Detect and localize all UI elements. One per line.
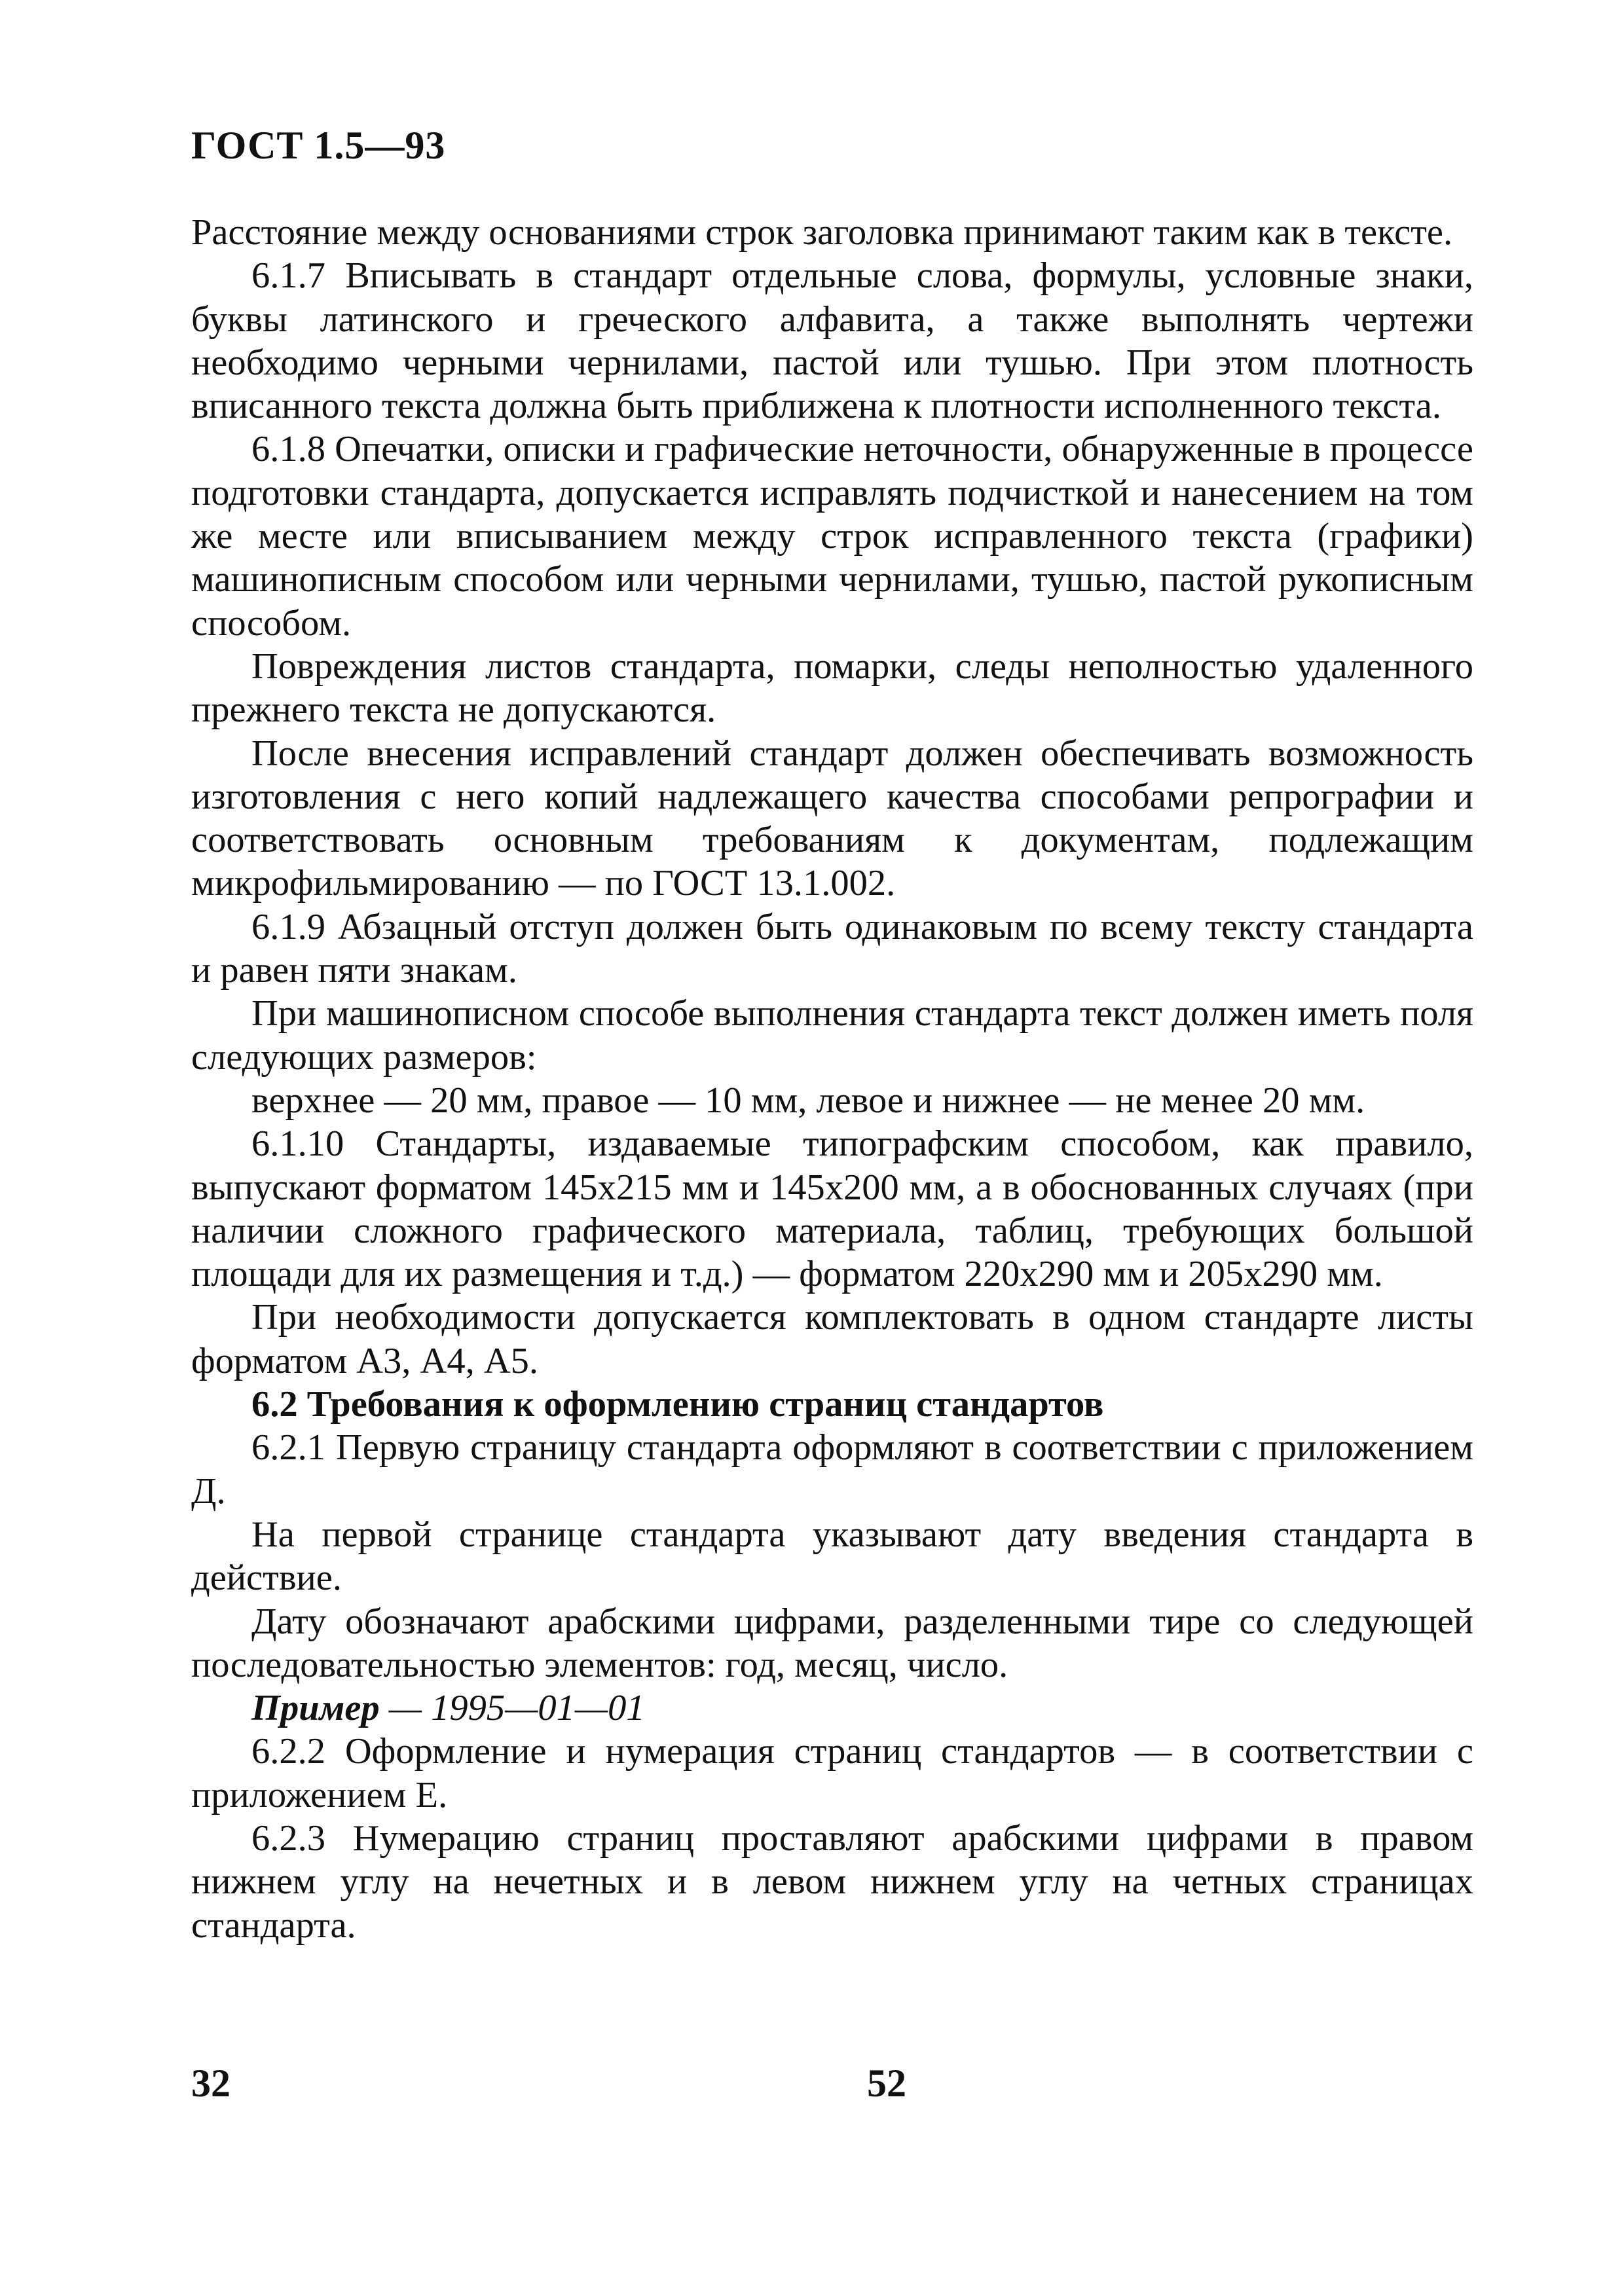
paragraph-date-format: Дату обозначают арабскими цифрами, разделенными тире со следующей последовательностью элементов: год, месяц, число. bbox=[191, 1601, 1473, 1685]
paragraph-6-1-9: 6.1.9 Абзацный отступ должен быть одинаковым по всему тексту стандарта и равен пяти знакам. bbox=[191, 906, 1473, 991]
paragraph-6-2-2: 6.2.2 Оформление и нумерация страниц стандартов — в соответствии с приложением Е. bbox=[191, 1731, 1473, 1815]
paragraph-first-page-date: На первой странице стандарта указывают дату введения стандарта в действие. bbox=[191, 1514, 1473, 1599]
example-label: Пример bbox=[251, 1688, 380, 1729]
paragraph-damage: Повреждения листов стандарта, помарки, следы неполностью удаленного прежнего текста не допускаются. bbox=[191, 646, 1473, 731]
example-value: — 1995—01—01 bbox=[388, 1688, 645, 1729]
paragraph-6-1-7: 6.1.7 Вписывать в стандарт отдельные слова, формулы, условные знаки, буквы латинского и греческого алфавита, а также выполнять чертежи необходимо черными чернилами, пастой или тушью. При этом плотность вписанного текста должна быть приближена к плотности исполненного текста. bbox=[191, 255, 1473, 427]
paragraph-6-1-10: 6.1.10 Стандарты, издаваемые типографским способом, как правило, выпускают форматом 145x215 мм и 145x200 мм, а в обоснованных случаях (при наличии сложного графического материала, таблиц, требующих большой площади для их размещения и т.д.) — форматом 220x290 мм и 205x290 мм. bbox=[191, 1123, 1473, 1295]
paragraph-6-1-8: 6.1.8 Опечатки, описки и графические неточности, обнаруженные в процессе подготовки стандарта, допускается исправлять подчисткой и нанесением на том же месте или вписыванием между строк исправленного текста (графики) машинописным способом или черными чернилами, тушью, пастой рукописным способом. bbox=[191, 429, 1473, 644]
example-line bbox=[191, 1686, 1473, 1730]
paragraph-typewritten: При машинописном способе выполнения стандарта текст должен иметь поля следующих размеров: bbox=[191, 993, 1473, 1078]
section-heading: 6.2 Требования к оформлению страниц стандартов bbox=[251, 1384, 1104, 1425]
page-title: ГОСТ 1.5—93 bbox=[191, 124, 446, 167]
page-number: 32 bbox=[191, 2062, 231, 2105]
paragraph-formats: При необходимости допускается комплектовать в одном стандарте листы форматом А3, А4, А5. bbox=[191, 1297, 1473, 1381]
paragraph-6-2-3: 6.2.3 Нумерацию страниц проставляют арабскими цифрами в правом нижнем углу на нечетных и в левом нижнем углу на четных страницах стандарта. bbox=[191, 1817, 1473, 1946]
paragraph-margins: верхнее — 20 мм, правое — 10 мм, левое и нижнее — не менее 20 мм. bbox=[251, 1080, 1365, 1121]
sheet-number: 52 bbox=[867, 2062, 906, 2105]
paragraph-title-spacing: Расстояние между основаниями строк заголовка принимают таким как в тексте. bbox=[191, 212, 1453, 253]
document-body bbox=[191, 211, 1473, 1947]
paragraph-corrections: После внесения исправлений стандарт должен обеспечивать возможность изготовления с него копий надлежащего качества способами репрографии и соответствовать основным требованиям к документам, подлежащим микрофильмированию — по ГОСТ 13.1.002. bbox=[191, 733, 1473, 904]
paragraph-6-2-1: 6.2.1 Первую страницу стандарта оформляют в соответствии с приложением Д. bbox=[191, 1427, 1473, 1512]
